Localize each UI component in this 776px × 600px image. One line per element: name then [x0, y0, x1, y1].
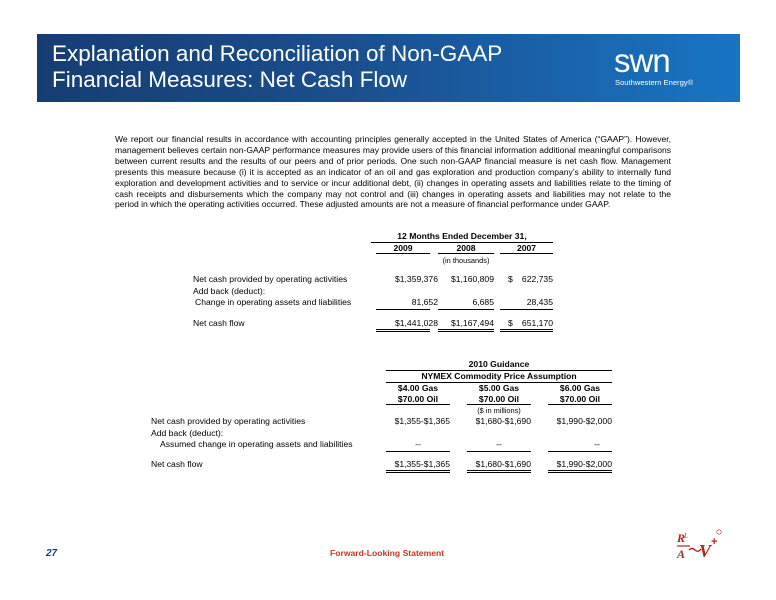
table2-scenario1-gas: $4.00 Gas [397, 383, 439, 393]
table2-row1-scenario2: $1,680-$1,690 [475, 416, 531, 426]
page-number: 27 [46, 548, 58, 559]
table1-row1-2007: 622,735 [521, 274, 553, 284]
table1-year-2008: 2008 [438, 243, 494, 254]
title-banner [37, 34, 740, 102]
table2-row2-scenario1: -- [415, 439, 421, 449]
svg-text:+: + [711, 536, 718, 548]
table2-row3-label: Net cash flow [151, 459, 203, 469]
table1-row3-label: Net cash flow [193, 318, 245, 328]
table1-row1-2009: $1,359,376 [394, 274, 438, 284]
table1-row3-2009: $1,441,028 [394, 318, 438, 328]
swn-logo [614, 44, 726, 94]
table1-total-rule-2008 [438, 329, 494, 332]
table1-row1-label: Net cash provided by operating activities [193, 274, 348, 284]
table2-row1-scenario1: $1,355-$1,365 [394, 416, 450, 426]
table1-row3-2007: 651,170 [521, 318, 553, 328]
table2-row2-scenario3: -- [594, 439, 600, 449]
table2-scenario3-oil: $70.00 Oil [548, 394, 612, 405]
logo-wordmark: swn [614, 42, 670, 79]
table1-row3-2008: $1,167,494 [450, 318, 494, 328]
table2-row3-scenario3: $1,990-$2,000 [556, 459, 612, 469]
table1-row2-2009: 81,652 [411, 297, 438, 307]
rav-logo-icon [676, 528, 722, 562]
table1-subtotal-rule-2009 [376, 309, 430, 310]
table1-year-2007: 2007 [500, 243, 553, 254]
table2-assumption-header: NYMEX Commodity Price Assumption [421, 371, 577, 381]
table1-row1-2007-currency: $ [508, 274, 513, 284]
table2-scenario1-oil: $70.00 Oil [386, 394, 450, 405]
table2-subtotal-rule-1 [386, 451, 450, 452]
table2-addback-label: Add back (deduct): [151, 428, 224, 438]
table1-row2-label: Change in operating assets and liabilities [195, 297, 352, 307]
forward-looking-statement-link[interactable]: Forward-Looking Statement [330, 548, 445, 558]
table2-guidance-header: 2010 Guidance [468, 359, 530, 369]
table1-row2-2007: 28,435 [526, 297, 553, 307]
table1-addback-label: Add back (deduct): [193, 286, 266, 296]
svg-text:L: L [684, 532, 688, 540]
table1-row2-2008: 6,685 [472, 297, 494, 307]
table1-total-rule-2009 [376, 329, 430, 332]
table2-row1-scenario3: $1,990-$2,000 [556, 416, 612, 426]
page-title [52, 41, 502, 93]
table2-row2-label: Assumed change in operating assets and liabilities [160, 439, 353, 449]
svg-text:R: R [677, 531, 686, 545]
intro-paragraph: We report our financial results in accordance with accounting principles generally accepted in the United States of America (“GAAP”). However, management believes certain non-GAAP performance measures may provide users of this financial information additional meaningful comparisons between current results and the results of our peers and of prior periods. One such non-GAAP financial measure is net cash flow. Management presents this measure because (i) it is accepted as an indicator of an oil and gas exploration and production company’s ability to internally fund exploration and development activities and to service or incur additional debt, (ii) changes in operating assets and liabilities relate to the timing of cash receipts and disbursements which the company may not control and (iii) changes in operating assets and liabilities may not relate to the period in which the operating activities occurred. These adjusted amounts are not a measure of financial performance under GAAP. [115, 134, 671, 210]
table1-subtotal-rule-2008 [438, 309, 494, 310]
table2-row3-scenario1: $1,355-$1,365 [394, 459, 450, 469]
table1-total-rule-2007 [500, 329, 553, 332]
table2-total-rule-3 [548, 470, 612, 473]
table2-unit-note: ($ in millions) [477, 406, 521, 415]
table1-row3-2007-currency: $ [508, 318, 513, 328]
page-title-line-1: Explanation and Reconciliation of Non-GAAP [52, 41, 503, 66]
table2-subtotal-rule-3 [548, 451, 612, 452]
table2-row3-scenario2: $1,680-$1,690 [475, 459, 531, 469]
table1-year-2009: 2009 [376, 243, 430, 254]
table1-period-header: 12 Months Ended December 31, [397, 231, 527, 241]
table1-unit-note: (in thousands) [442, 256, 490, 265]
table2-scenario2-oil: $70.00 Oil [467, 394, 531, 405]
table2-subtotal-rule-2 [467, 451, 531, 452]
table2-total-rule-2 [467, 470, 531, 473]
page-title-line-2: Financial Measures: Net Cash Flow [52, 67, 408, 92]
table2-row1-label: Net cash provided by operating activities [151, 416, 306, 426]
svg-text:V: V [699, 541, 712, 561]
logo-subtext: Southwestern Energy® [615, 78, 694, 87]
table1-row1-2008: $1,160,809 [450, 274, 494, 284]
table1-subtotal-rule-2007 [500, 309, 553, 310]
table2-scenario3-gas: $6.00 Gas [559, 383, 601, 393]
svg-text:A: A [677, 547, 686, 561]
table2-scenario2-gas: $5.00 Gas [478, 383, 520, 393]
table2-row2-scenario2: -- [496, 439, 502, 449]
table2-total-rule-1 [386, 470, 450, 473]
